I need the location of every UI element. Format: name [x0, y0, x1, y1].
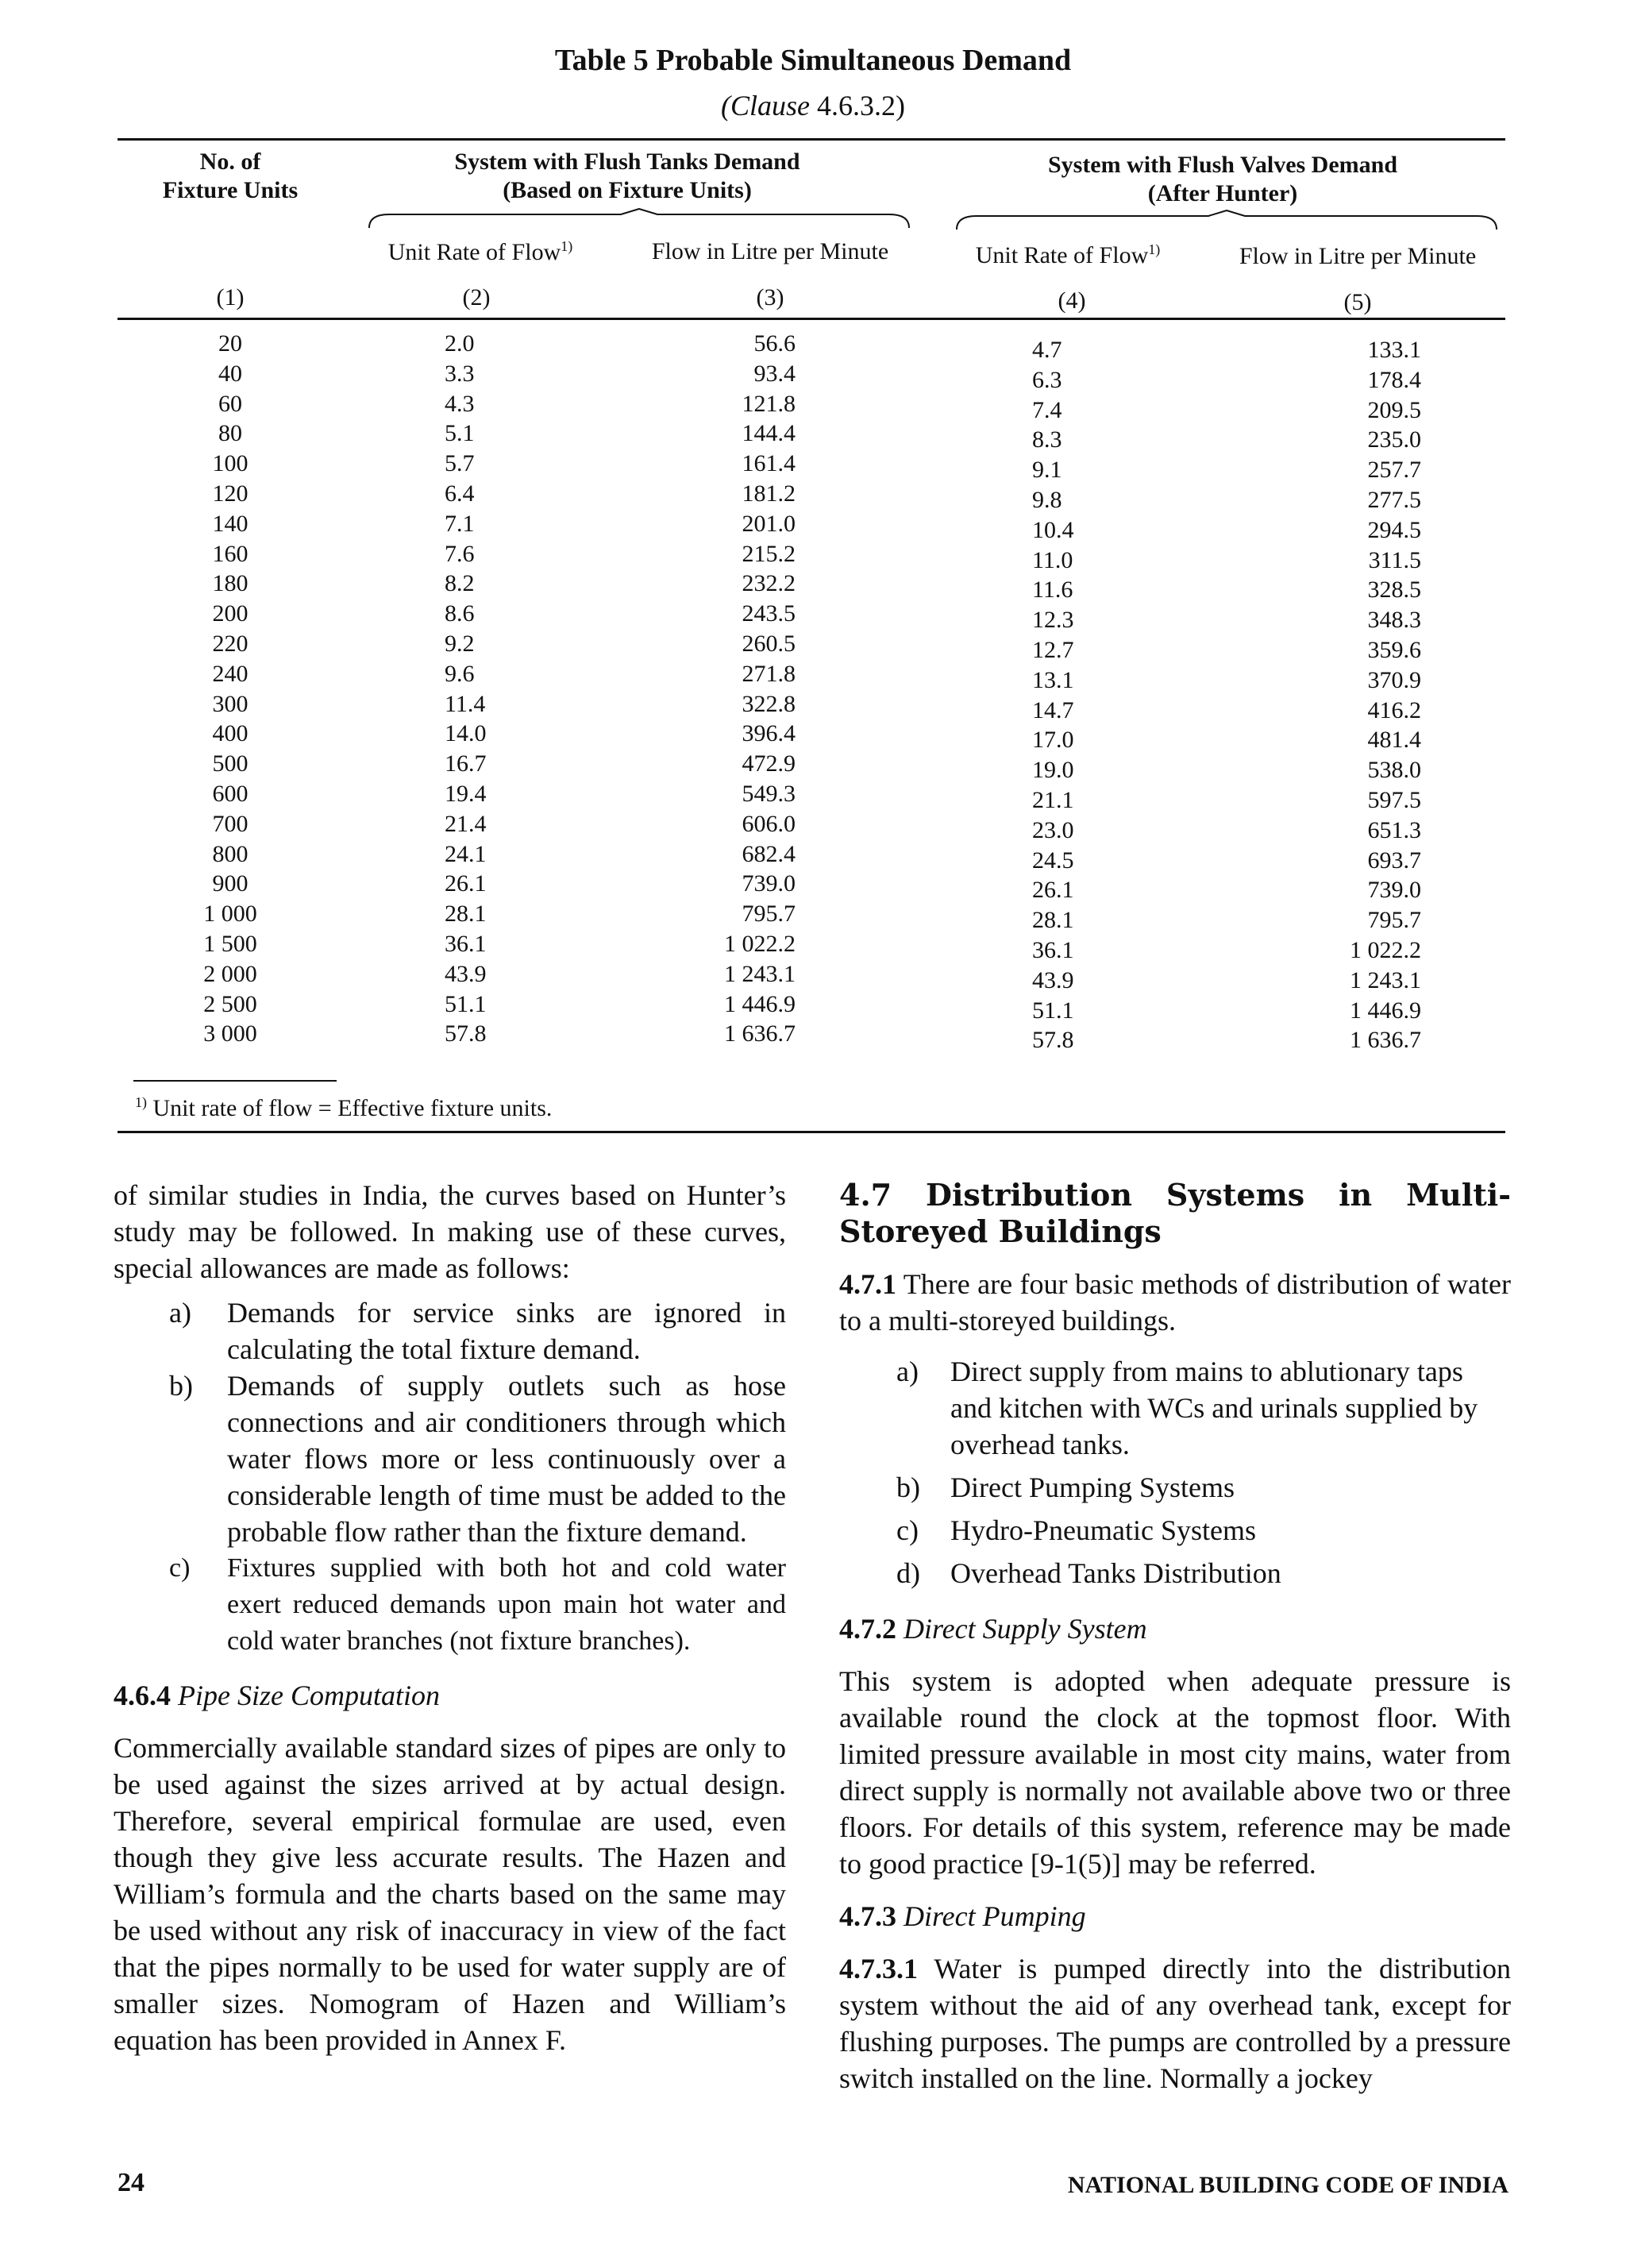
tanks-unit-rate-cell: 9.6 [445, 660, 475, 687]
valves-unit-rate-cell: 11.6 [1032, 577, 1073, 604]
valves-unit-rate-cell: 51.1 [1032, 997, 1074, 1024]
header-unit-rate-tanks: Unit Rate of Flow$^{1)}$ [387, 238, 573, 265]
valves-flow-cell: 481.4 [1367, 727, 1421, 754]
fixture-units-cell: 80 [218, 420, 242, 447]
valves-flow-cell: 416.2 [1367, 696, 1421, 723]
tanks-unit-rate-cell: 5.7 [445, 450, 475, 477]
tanks-flow-cell: 121.8 [742, 390, 796, 417]
tanks-unit-rate-cell: 3.3 [445, 360, 475, 387]
valves-unit-rate-cell: 36.1 [1032, 936, 1074, 963]
column-valves-unit-rate [1032, 335, 1096, 1055]
valves-unit-rate-cell: 9.1 [1032, 457, 1062, 484]
footnote-rule [133, 1080, 337, 1082]
fixture-units-cell: 20 [218, 330, 242, 357]
valves-unit-rate-cell: 11.0 [1032, 546, 1073, 573]
valves-unit-rate-cell: 28.1 [1032, 907, 1074, 934]
fixture-units-cell: 1 500 [203, 930, 257, 957]
tanks-flow-cell: 606.0 [742, 810, 796, 837]
right-column [839, 1177, 1511, 2096]
fixture-units-cell: 160 [212, 540, 249, 567]
valves-flow-cell: 277.5 [1367, 486, 1421, 513]
valves-flow-cell: 538.0 [1367, 757, 1421, 784]
tanks-unit-rate-cell: 4.3 [445, 390, 475, 417]
method-item-d: d) Overhead Tanks Distribution [896, 1557, 1281, 1589]
tanks-flow-cell: 549.3 [742, 780, 796, 807]
valves-flow-cell: 739.0 [1367, 877, 1421, 904]
tanks-flow-cell: 271.8 [742, 660, 796, 687]
method-item-c: c) Hydro-Pneumatic Systems [896, 1514, 1256, 1546]
clause-prefix: (Clause [721, 90, 810, 122]
tanks-unit-rate-cell: 2.0 [445, 330, 475, 357]
valves-unit-rate-cell: 12.3 [1032, 607, 1074, 634]
tanks-unit-rate-cell: 8.6 [445, 600, 475, 627]
table-bottom-rule [118, 1131, 1505, 1133]
tanks-unit-rate-cell: 21.4 [445, 810, 487, 837]
tanks-unit-rate-cell: 28.1 [445, 901, 487, 928]
valves-unit-rate-cell: 7.4 [1032, 396, 1062, 423]
valves-flow-cell: 235.0 [1367, 426, 1421, 453]
header-unit-rate-valves: Unit Rate of Flow$^{1)}$ [975, 241, 1161, 268]
section-4-7-heading: 4.7 Distribution Systems in Multi-Storeyed Buildings [839, 1177, 1511, 1249]
section-4-6-4-heading: 4.6.4 Pipe Size Computation [114, 1680, 440, 1711]
valves-unit-rate-cell: 57.8 [1032, 1027, 1074, 1054]
valves-unit-rate-cell: 9.8 [1032, 486, 1062, 513]
allowance-item-a: a) Demands for service sinks are ignored in calculating the total fixture demand. [169, 1297, 786, 1365]
section-4-7-3-heading: 4.7.3 Direct Pumping [839, 1900, 1086, 1932]
fixture-units-cell: 140 [212, 510, 249, 537]
clause-ref: 4.6.3.2) [817, 90, 905, 122]
valves-unit-rate-cell: 19.0 [1032, 757, 1074, 784]
valves-flow-cell: 1 243.1 [1350, 966, 1421, 993]
left-column [114, 1177, 786, 2058]
tanks-unit-rate-cell: 7.1 [445, 510, 475, 537]
publication-title: NATIONAL BUILDING CODE OF INDIA [1067, 2172, 1508, 2198]
valves-unit-rate-cell: 43.9 [1032, 966, 1074, 993]
fixture-units-cell: 1 000 [203, 901, 257, 928]
valves-flow-cell: 257.7 [1367, 457, 1421, 484]
valves-flow-cell: 328.5 [1367, 577, 1421, 604]
valves-unit-rate-cell: 21.1 [1032, 786, 1074, 813]
tanks-flow-cell: 795.7 [742, 901, 796, 928]
valves-unit-rate-cell: 10.4 [1032, 516, 1074, 543]
valves-unit-rate-cell: 26.1 [1032, 877, 1074, 904]
flush-tanks-brace [365, 208, 913, 232]
tanks-unit-rate-cell: 19.4 [445, 780, 487, 807]
fixture-units-cell: 220 [212, 630, 249, 657]
tanks-flow-cell: 739.0 [742, 870, 796, 897]
valves-flow-cell: 370.9 [1367, 666, 1421, 693]
header-flush-tanks: System with Flush Tanks Demand (Based on Fixture Units) [454, 148, 800, 203]
fixture-units-cell: 400 [212, 720, 249, 747]
column-valves-flow [1318, 335, 1421, 1055]
page-number: 24 [118, 2168, 144, 2197]
fixture-units-cell: 120 [212, 480, 249, 507]
tanks-unit-rate-cell: 57.8 [445, 1020, 487, 1047]
tanks-flow-cell: 181.2 [742, 480, 796, 507]
tanks-flow-cell: 232.2 [742, 570, 796, 597]
tanks-flow-cell: 161.4 [742, 450, 796, 477]
fixture-units-cell: 800 [212, 840, 249, 867]
valves-flow-cell: 359.6 [1367, 636, 1421, 663]
valves-flow-cell: 311.5 [1368, 546, 1421, 573]
fixture-units-cell: 2 000 [203, 960, 257, 987]
tanks-flow-cell: 1 636.7 [724, 1020, 796, 1047]
header-flush-valves: System with Flush Valves Demand (After Hunter) [1047, 152, 1398, 206]
section-4-7-2-heading: 4.7.2 Direct Supply System [839, 1613, 1147, 1645]
tanks-unit-rate-cell: 16.7 [445, 750, 487, 777]
tanks-unit-rate-cell: 5.1 [445, 420, 475, 447]
tanks-unit-rate-cell: 36.1 [445, 930, 487, 957]
tanks-unit-rate-cell: 11.4 [445, 690, 486, 717]
section-4-7-3-1-paragraph: 4.7.3.1 Water is pumped directly into the distribution system without the aid of any overhead tank, except for flushing purposes. The pumps are controlled by a pressure switch installed on the line. Normally a jockey [839, 1953, 1511, 2094]
fixture-units-cell: 900 [212, 870, 249, 897]
valves-unit-rate-cell: 13.1 [1032, 666, 1074, 693]
valves-flow-cell: 133.1 [1367, 337, 1421, 363]
tanks-unit-rate-cell: 6.4 [445, 480, 475, 507]
valves-unit-rate-cell: 17.0 [1032, 727, 1074, 754]
valves-flow-cell: 597.5 [1367, 786, 1421, 813]
fixture-units-cell: 200 [212, 600, 249, 627]
intro-paragraph: of similar studies in India, the curves based on Hunter’s study may be followed. In making use of these curves, special allowances are made as follows: [114, 1179, 786, 1284]
allowance-item-b: b) Demands of supply outlets such as hose connections and air conditioners through which water flows more or less continuously over a considerable length of time must be added to the probable flow rather than the fixture demand. [169, 1370, 786, 1548]
valves-unit-rate-cell: 14.7 [1032, 696, 1074, 723]
fixture-units-cell: 3 000 [203, 1020, 257, 1047]
valves-flow-cell: 1 636.7 [1350, 1027, 1421, 1054]
header-fixture-units: No. of Fixture Units [162, 148, 299, 203]
valves-flow-cell: 693.7 [1367, 847, 1421, 874]
valves-unit-rate-cell: 24.5 [1032, 847, 1074, 874]
method-item-b: b) Direct Pumping Systems [896, 1472, 1235, 1503]
fixture-units-cell: 240 [212, 660, 249, 687]
tanks-flow-cell: 1 022.2 [724, 930, 796, 957]
tanks-unit-rate-cell: 9.2 [445, 630, 475, 657]
tanks-flow-cell: 1 446.9 [724, 990, 796, 1017]
tanks-flow-cell: 396.4 [742, 720, 796, 747]
fixture-units-cell: 700 [212, 810, 249, 837]
valves-flow-cell: 209.5 [1367, 396, 1421, 423]
tanks-flow-cell: 201.0 [742, 510, 796, 537]
column-tanks-unit-rate [445, 329, 540, 1049]
header-flow-tanks: Flow in Litre per Minute [651, 238, 889, 264]
method-item-a: a) Direct supply from mains to ablutionary taps and kitchen with WCs and urinals supplied by overhead tanks. [896, 1356, 1478, 1460]
tanks-flow-cell: 243.5 [742, 600, 796, 627]
allowance-item-c: c) Fixtures supplied with both hot and cold water exert reduced demands upon main hot water and cold water branches (not fixture branches). [169, 1553, 786, 1656]
valves-flow-cell: 348.3 [1367, 607, 1421, 634]
tanks-flow-cell: 682.4 [742, 840, 796, 867]
fixture-units-cell: 100 [212, 450, 249, 477]
tanks-unit-rate-cell: 14.0 [445, 720, 487, 747]
valves-flow-cell: 795.7 [1367, 907, 1421, 934]
tanks-flow-cell: 144.4 [742, 420, 796, 447]
section-4-6-4-paragraph: Commercially available standard sizes of pipes are only to be used against the sizes arrived at by actual design. Therefore, several empirical formulae are used, even though they give less accurate results. The Hazen and William’s formula and the charts based on the same may be used without any risk of inaccuracy in view of the fact that the pipes normally to be used for water supply are of smaller sizes. Nomogram of Hazen and William’s equation has been provided in Annex F. [114, 1732, 786, 2056]
valves-unit-rate-cell: 8.3 [1032, 426, 1062, 453]
fixture-units-cell: 40 [218, 360, 242, 387]
fixture-units-cell: 300 [212, 690, 249, 717]
tanks-unit-rate-cell: 51.1 [445, 990, 487, 1017]
fixture-units-cell: 180 [212, 570, 249, 597]
table-header-rule [118, 318, 1505, 320]
colnum-3: (3) [756, 284, 784, 310]
section-4-7-1-paragraph: 4.7.1 There are four basic methods of distribution of water to a multi-storeyed buildings. [839, 1268, 1512, 1336]
valves-flow-cell: 178.4 [1367, 366, 1421, 393]
tanks-unit-rate-cell: 43.9 [445, 960, 487, 987]
tanks-unit-rate-cell: 24.1 [445, 840, 487, 867]
tanks-flow-cell: 93.4 [753, 360, 796, 387]
tanks-unit-rate-cell: 26.1 [445, 870, 487, 897]
table-footnote: $^{1)}$ Unit rate of flow = Effective fixture units. [135, 1094, 553, 1121]
colnum-1: (1) [216, 284, 245, 310]
tanks-flow-cell: 260.5 [742, 630, 796, 657]
valves-unit-rate-cell: 12.7 [1032, 636, 1074, 663]
fixture-units-cell: 600 [212, 780, 249, 807]
fixture-units-cell: 60 [218, 390, 242, 417]
column-tanks-flow [700, 329, 796, 1049]
table-title: Table 5 Probable Simultaneous Demand [554, 44, 1072, 77]
tanks-flow-cell: 472.9 [742, 750, 796, 777]
column-fixture-units [175, 329, 286, 1049]
header-flow-valves: Flow in Litre per Minute [1239, 243, 1477, 269]
table-top-rule [118, 138, 1505, 141]
valves-flow-cell: 1 446.9 [1350, 997, 1421, 1024]
tanks-flow-cell: 322.8 [742, 690, 796, 717]
valves-unit-rate-cell: 6.3 [1032, 366, 1062, 393]
table-clause [0, 89, 1626, 122]
colnum-2: (2) [462, 284, 491, 310]
valves-unit-rate-cell: 4.7 [1032, 337, 1062, 363]
flush-valves-brace [953, 210, 1501, 233]
tanks-flow-cell: 215.2 [742, 540, 796, 567]
valves-flow-cell: 294.5 [1367, 516, 1421, 543]
valves-flow-cell: 651.3 [1367, 816, 1421, 843]
fixture-units-cell: 500 [212, 750, 249, 777]
valves-unit-rate-cell: 23.0 [1032, 816, 1074, 843]
valves-flow-cell: 1 022.2 [1350, 936, 1421, 963]
section-4-7-2-paragraph: This system is adopted when adequate pressure is available round the clock at the topmost floor. With limited pressure available in most city mains, water from direct supply is normally not available above two or three floors. For details of this system, reference may be made to good practice [9-1(5)] may be referred. [839, 1665, 1511, 1880]
tanks-unit-rate-cell: 8.2 [445, 570, 475, 597]
tanks-flow-cell: 1 243.1 [724, 960, 796, 987]
colnum-4: (4) [1058, 287, 1086, 314]
tanks-flow-cell: 56.6 [753, 330, 796, 357]
colnum-5: (5) [1343, 289, 1372, 315]
fixture-units-cell: 2 500 [203, 990, 257, 1017]
tanks-unit-rate-cell: 7.6 [445, 540, 475, 567]
